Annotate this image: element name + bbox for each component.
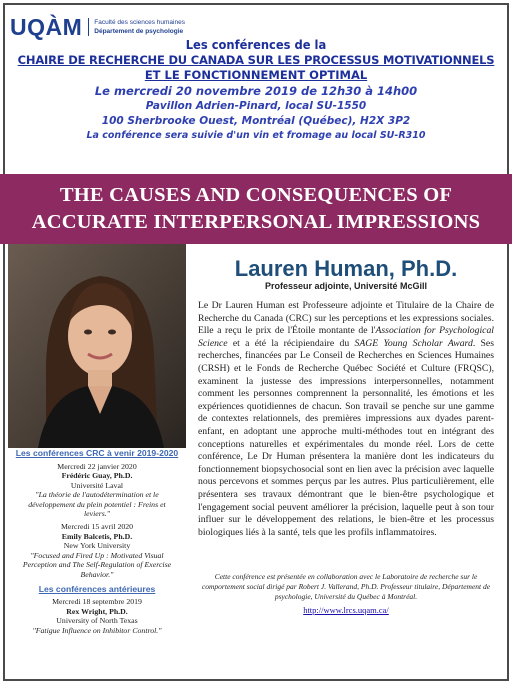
speaker-bio (198, 300, 494, 539)
upcoming-speaker: Emily Balcetis, Ph.D. (61, 531, 133, 541)
upcoming-title: "La théorie de l'autodétermination et le développement du plein potentiel : Freins et leviers." (28, 490, 166, 519)
bio-part-3: . Ses recherches, financées par Le Conseil de Recherches en Sciences Humaines (CRSH) et le Fonds de Recherche Québec Société et Culture (FRQSC), examinent la justesse des impressions interpersonnelles, notamment comment les personnes comprennent la personnalité, les émotions et les expériences quotidiennes de chacun. Son travail se penche sur une gamme de contextes relationnels, des premières impressions aux dyades parent-enfant, en adoptant une approche multi-méthodes tout en intégrant des conceptions naturelles et expérimentales du monde réel. Lors de cette conférence, Le Dr Human présentera la manière dont les indicateurs du fonctionnement biopsychosocial sont en lien avec la précision avec laquelle nous percevons et sommes perçus par les autres. Plus particulièrement, elle présentera ses travaux démontrant que le bien-être psychologique et l'engagement social peuvent améliorer la précision, laquelle peut à son tour influer sur le développement des relations, le bien-être et les processus biologiques liés à la santé, tels que les profils inflammatoires. (198, 337, 494, 538)
event-location: Pavillon Adrien-Pinard, local SU-1550 (145, 100, 367, 112)
past-date: Mercredi 18 septembre 2019 (52, 597, 142, 607)
speaker-name: Lauren Human, Ph.D. (234, 256, 458, 281)
event-date: Le mercredi 20 novembre 2019 de 12h30 à 14h00 (94, 84, 418, 98)
event-address: 100 Sherbrooke Ouest, Montréal (Québec), H2X 3P2 (101, 115, 411, 127)
speaker-role: Professeur adjointe, Université McGill (264, 281, 428, 291)
event-info (6, 36, 506, 143)
faculty-name: Faculté des sciences humaines (94, 19, 185, 26)
bio-award: SAGE Young Scholar Award (354, 337, 473, 349)
bio-part-1: Le Dr Lauren Human est Professeure adjointe et Titulaire de la Chaire de Recherche du Canada (CRC) sur les perceptions et les expressions sociales. Elle a reçu le prix de l'Étoile montante de l' (198, 300, 494, 337)
collaboration-note (198, 572, 494, 615)
upcoming-date: Mercredi 22 janvier 2020 (57, 461, 137, 471)
upcoming-item (8, 462, 186, 520)
speaker-portrait-image (8, 244, 186, 448)
speaker-photo (8, 244, 186, 448)
talk-title-banner (0, 174, 512, 244)
upcoming-date: Mercredi 15 avril 2020 (60, 522, 134, 532)
upcoming-title: "Focused and Fired Up : Motivated Visual Perception and The Self-Regulation of Exercise Behavior." (22, 550, 172, 580)
bio-part-2: et a été la récipiendaire du (227, 337, 355, 349)
past-speaker: Rex Wright, Ph.D. (66, 606, 128, 616)
past-title: "Fatigue Influence on Inhibitor Control." (32, 625, 162, 635)
past-affiliation: University of North Texas (56, 616, 138, 626)
upcoming-speaker: Frédéric Guay, Ph.D. (61, 471, 133, 481)
faculty-block (88, 18, 185, 36)
conference-sidebar (8, 448, 186, 636)
series-line: Les conférences de la (185, 37, 327, 52)
uqam-logo: UQÀM (10, 13, 83, 40)
past-item (8, 597, 186, 635)
upcoming-affiliation: New York University (63, 541, 131, 551)
talk-title-line-1: THE CAUSES AND CONSEQUENCES OF (59, 184, 453, 206)
chair-line: CHAIRE DE RECHERCHE DU CANADA SUR LES PROCESSUS MOTIVATIONNELS (17, 53, 495, 67)
department-name: Département de psychologie (94, 28, 184, 35)
upcoming-header[interactable]: Les conférences CRC à venir 2019-2020 (15, 448, 179, 458)
chair-line-2: ET LE FONCTIONNEMENT OPTIMAL (144, 68, 368, 82)
upcoming-item (8, 522, 186, 580)
event-reception: La conférence sera suivie d'un vin et fromage au local SU-R310 (86, 130, 426, 141)
talk-title-line-2: ACCURATE INTERPERSONAL IMPRESSIONS (31, 211, 481, 233)
past-header[interactable]: Les conférences antérieures (38, 583, 156, 594)
lab-website-link[interactable]: http://www.lrcs.uqam.ca/ (303, 605, 389, 615)
collaboration-text: Cette conférence est présentée en collaboration avec le Laboratoire de recherche sur le comportement social dirigé par Robert J. Vallerand, Ph.D. Professeur titulaire, Département de psychologie, Université du Québec à Montréal. (201, 572, 491, 601)
bio-apa: Association for Psychological Science (198, 325, 494, 349)
upcoming-affiliation: Université Laval (70, 480, 124, 490)
